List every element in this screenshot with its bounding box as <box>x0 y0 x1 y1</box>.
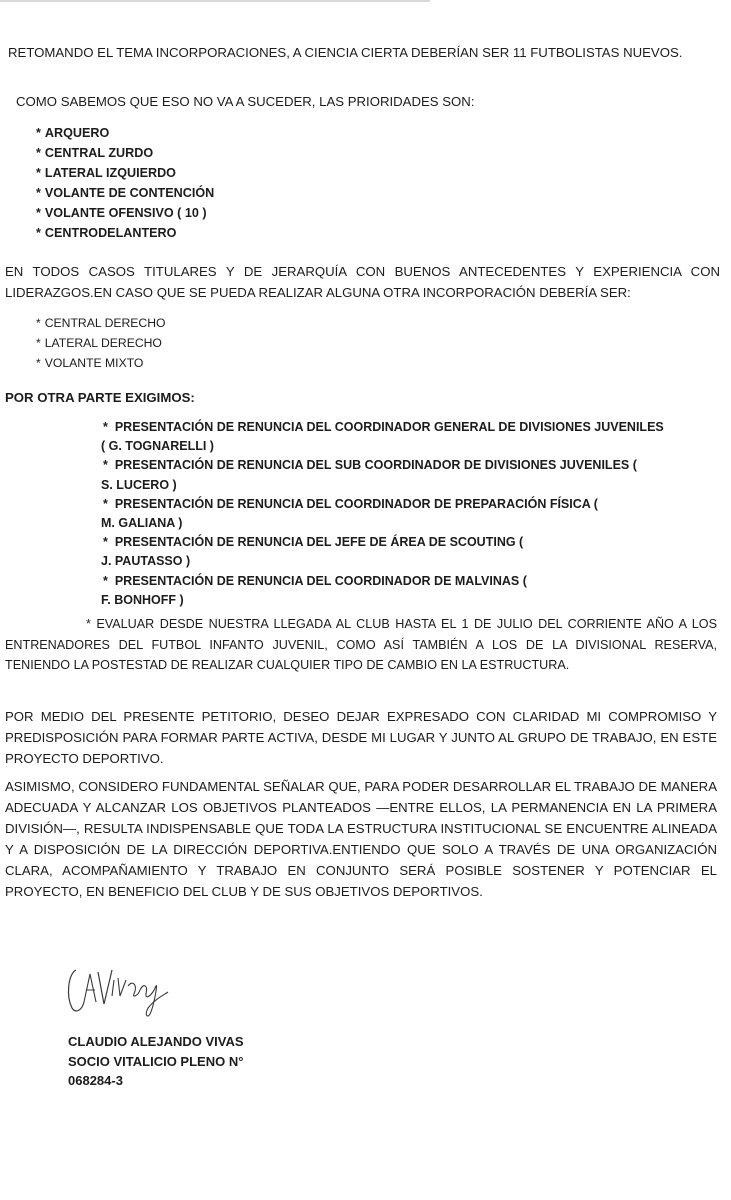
list-item: * PRESENTACIÓN DE RENUNCIA DEL SUB COORDINADOR DE DIVISIONES JUVENILES ( S. LUCERO ) <box>101 458 637 492</box>
signature-block <box>68 1032 244 1091</box>
signer-title: SOCIO VITALICIO PLENO N° <box>68 1053 244 1069</box>
demands-list <box>100 418 712 610</box>
paragraph-prioridades-intro: COMO SABEMOS QUE ESO NO VA A SUCEDER, LAS PRIORIDADES SON: <box>16 94 475 109</box>
secondary-list <box>36 313 166 373</box>
handwritten-signature <box>62 956 182 1026</box>
list-item: * VOLANTE OFENSIVO ( 10 ) <box>36 206 207 220</box>
signer-number: 068284-3 <box>68 1073 123 1088</box>
paragraph-incorporaciones: RETOMANDO EL TEMA INCORPORACIONES, A CIENCIA CIERTA DEBERÍAN SER 11 FUTBOLISTAS NUEVOS. <box>8 45 683 60</box>
list-item: * LATERAL IZQUIERDO <box>36 166 176 180</box>
list-item: * VOLANTE MIXTO <box>36 356 144 370</box>
list-item: * PRESENTACIÓN DE RENUNCIA DEL COORDINADOR DE PREPARACIÓN FÍSICA ( M. GALIANA ) <box>101 496 598 531</box>
list-item: * PRESENTACIÓN DE RENUNCIA DEL COORDINADOR DE MALVINAS ( F. BONHOFF ) <box>101 573 527 607</box>
list-item: * CENTRAL DERECHO <box>36 316 166 330</box>
list-item: * PRESENTACIÓN DE RENUNCIA DEL JEFE DE ÁREA DE SCOUTING ( J. PAUTASSO ) <box>101 535 524 569</box>
list-item: * PRESENTACIÓN DE RENUNCIA DEL COORDINADOR GENERAL DE DIVISIONES JUVENILES ( G. TOGNARELLI ) <box>101 420 664 454</box>
demands-heading: POR OTRA PARTE EXIGIMOS: <box>5 390 195 405</box>
paragraph-titulares: EN TODOS CASOS TITULARES Y DE JERARQUÍA CON BUENOS ANTECEDENTES Y EXPERIENCIA CON LIDERAZGOS.EN CASO QUE SE PUEDA REALIZAR ALGUNA OTRA INCORPORACIÓN DEBERÍA SER: <box>5 264 720 300</box>
signer-name: CLAUDIO ALEJANDO VIVAS <box>68 1034 244 1049</box>
paragraph-evaluar: * EVALUAR DESDE NUESTRA LLEGADA AL CLUB HASTA EL 1 DE JULIO DEL CORRIENTE AÑO A LOS ENTRENADORES DEL FUTBOL INFANTO JUVENIL, COMO ASÍ TAMBIÉN A LOS DE LA DIVISIONAL RESERVA, TENIENDO LA POSTESTAD DE REALIZAR CUALQUIER TIPO DE CAMBIO EN LA ESTRUCTURA. <box>5 617 718 672</box>
list-item: * CENTRODELANTERO <box>36 226 177 240</box>
list-item: * CENTRAL ZURDO <box>36 146 154 160</box>
top-edge-line <box>0 0 430 2</box>
paragraph-petitorio: POR MEDIO DEL PRESENTE PETITORIO, DESEO DEJAR EXPRESADO CON CLARIDAD MI COMPROMISO Y PREDISPOSICIÓN PARA FORMAR PARTE ACTIVA, DESDE MI LUGAR Y JUNTO AL GRUPO DE TRABAJO, EN ESTE PROYECTO DEPORTIVO. <box>5 709 717 766</box>
priorities-list <box>36 123 214 243</box>
list-item: * VOLANTE DE CONTENCIÓN <box>36 186 215 200</box>
paragraph-asimismo: ASIMISMO, CONSIDERO FUNDAMENTAL SEÑALAR QUE, PARA PODER DESARROLLAR EL TRABAJO DE MANERA ADECUADA Y ALCANZAR LOS OBJETIVOS PLANTEADOS —ENTRE ELLOS, LA PERMANENCIA EN LA PRIMERA DIVISIÓN—, RESULTA INDISPENSABLE QUE TODA LA ESTRUCTURA INSTITUCIONAL SE ENCUENTRE ALINEADA Y A DISPOSICIÓN DE LA DIRECCIÓN DEPORTIVA.ENTIENDO QUE SOLO A TRAVÉS DE UNA ORGANIZACIÓN CLARA, ACOMPAÑAMIENTO Y TRABAJO EN CONJUNTO SERÁ POSIBLE SOSTENER Y POTENCIAR EL PROYECTO, EN BENEFICIO DEL CLUB Y DE SUS OBJETIVOS DEPORTIVOS. <box>5 779 717 899</box>
list-item: * LATERAL DERECHO <box>36 336 162 350</box>
list-item: * ARQUERO <box>36 126 110 140</box>
